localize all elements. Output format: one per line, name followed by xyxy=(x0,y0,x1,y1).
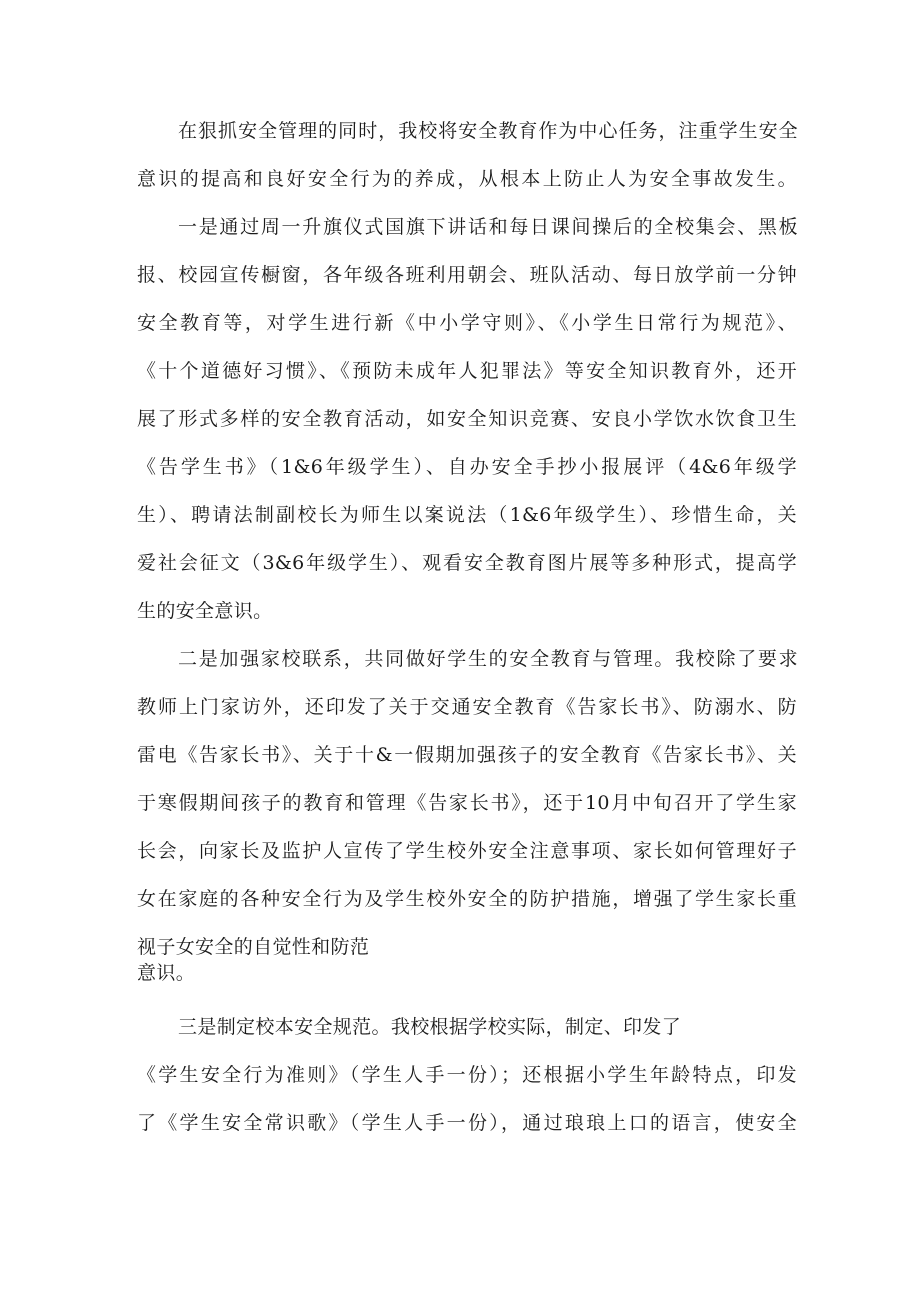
paragraph-1-line-1: 在狠抓安全管理的同时，我校将安全教育作为中心任务，注重学生安全 xyxy=(178,120,798,142)
paragraph-3-line-3: 雷电《告家长书》、关于十&一假期加强孩子的安全教育《告家长书》、关 xyxy=(137,744,797,766)
paragraph-3-line-1: 二是加强家校联系，共同做好学生的安全教育与管理。我校除了要求 xyxy=(178,648,798,670)
paragraph-2-line-7: 生）、聘请法制副校长为师生以案说法（1&6年级学生）、珍惜生命，关 xyxy=(137,504,797,526)
paragraph-4-line-1: 三是制定校本安全规范。我校根据学校实际，制定、印发了 xyxy=(178,1016,682,1038)
paragraph-2-line-6: 《告学生书》（1&6年级学生）、自办安全手抄小报展评（4&6年级学 xyxy=(137,456,797,478)
paragraph-2-line-4: 《十个道德好习惯》、《预防未成年人犯罪法》等安全知识教育外，还开 xyxy=(137,360,797,382)
paragraph-2-line-1: 一是通过周一升旗仪式国旗下讲话和每日课间操后的全校集会、黑板 xyxy=(178,216,798,238)
paragraph-1-line-2: 意识的提高和良好安全行为的养成，从根本上防止人为安全事故发生。 xyxy=(137,168,797,190)
paragraph-4-line-2: 《学生安全行为准则》（学生人手一份）；还根据小学生年龄特点，印发 xyxy=(137,1064,797,1086)
paragraph-2-line-3: 安全教育等，对学生进行新《中小学守则》、《小学生日常行为规范》、 xyxy=(137,312,797,334)
paragraph-2-line-8: 爱社会征文（3&6年级学生）、观看安全教育图片展等多种形式，提高学 xyxy=(137,552,797,574)
paragraph-3-line-6: 女在家庭的各种安全行为及学生校外安全的防护措施，增强了学生家长重 xyxy=(137,888,797,910)
paragraph-4-line-3: 了《学生安全常识歌》（学生人手一份），通过琅琅上口的语言，使安全 xyxy=(137,1112,797,1134)
paragraph-3-line-4: 于寒假期间孩子的教育和管理《告家长书》，还于10月中旬召开了学生家 xyxy=(137,792,797,814)
paragraph-2-line-2: 报、校园宣传橱窗，各年级各班利用朝会、班队活动、每日放学前一分钟 xyxy=(137,264,797,286)
paragraph-3-line-7: 视子女安全的自觉性和防范 xyxy=(137,936,370,958)
paragraph-2-line-5: 展了形式多样的安全教育活动，如安全知识竞赛、安良小学饮水饮食卫生 xyxy=(137,408,797,430)
paragraph-3-line-2: 教师上门家访外，还印发了关于交通安全教育《告家长书》、防溺水、防 xyxy=(137,696,797,718)
paragraph-3-line-8: 意识。 xyxy=(137,962,196,984)
paragraph-3-line-5: 长会，向家长及监护人宣传了学生校外安全注意事项、家长如何管理好子 xyxy=(137,840,797,862)
paragraph-2-line-9: 生的安全意识。 xyxy=(137,600,273,622)
